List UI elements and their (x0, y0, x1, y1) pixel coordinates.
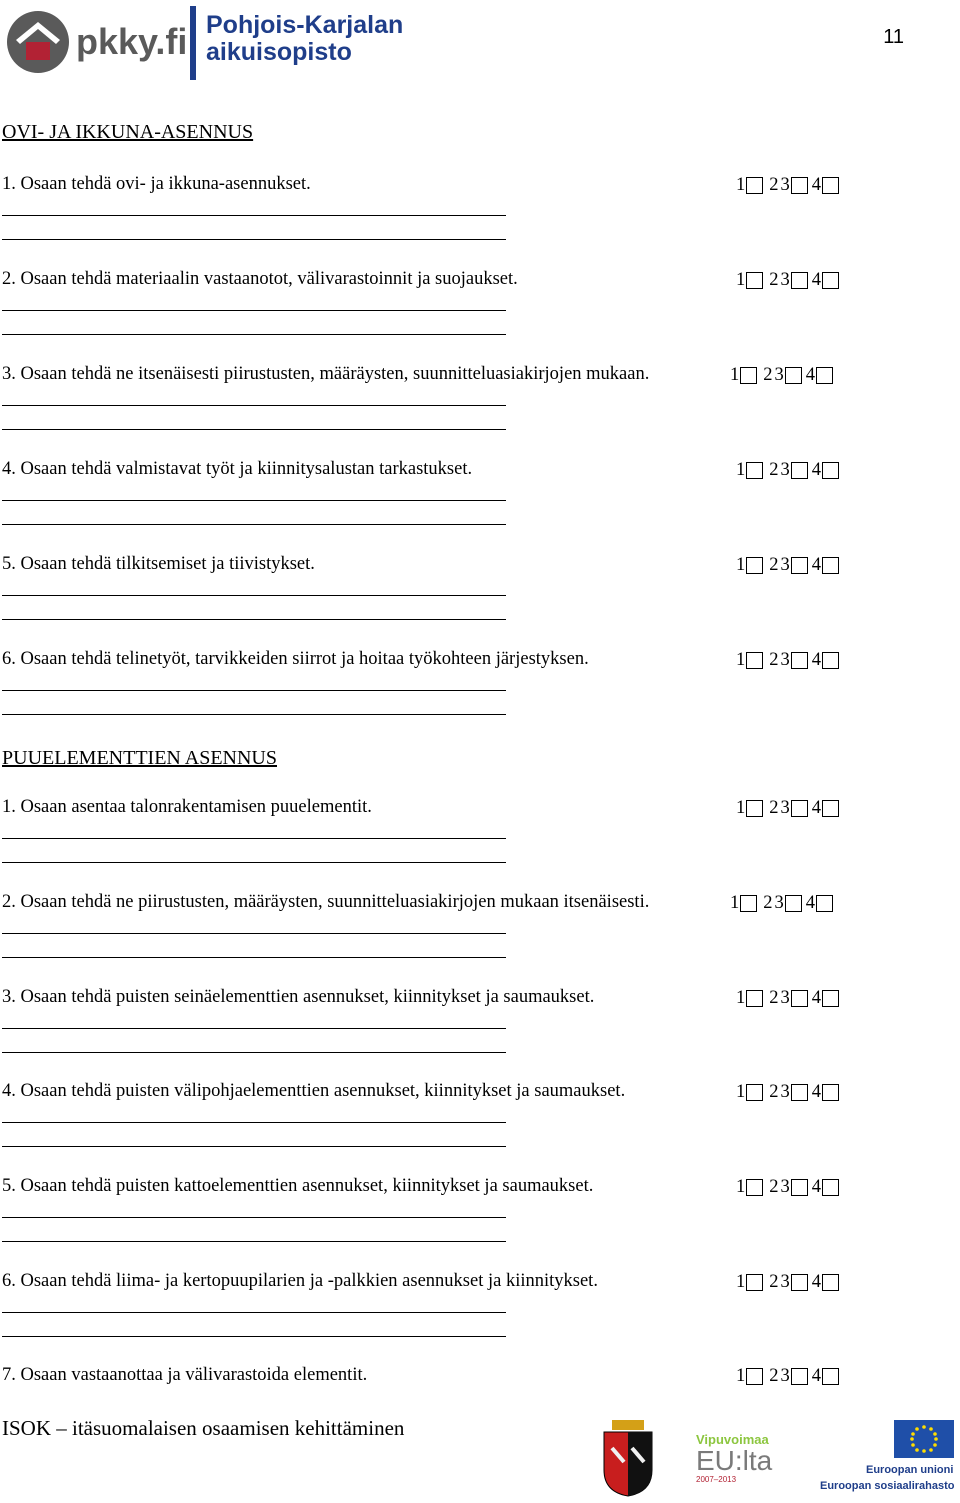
rating-checkbox[interactable] (746, 800, 763, 817)
rating-scale (736, 175, 843, 196)
rating-label: 2 (769, 798, 779, 818)
rating-scale (730, 365, 837, 386)
rating-checkbox[interactable] (822, 462, 839, 479)
rating-checkbox[interactable] (791, 462, 808, 479)
rating-checkbox[interactable] (746, 990, 763, 1007)
rating-checkbox[interactable] (816, 367, 833, 384)
rating-checkbox[interactable] (785, 895, 802, 912)
question-text: 1. Osaan tehdä ovi- ja ikkuna-asennukset. (2, 174, 311, 194)
section-title: OVI- JA IKKUNA-ASENNUS (2, 121, 254, 143)
rating-label: 4 (811, 555, 821, 575)
question-text: 3. Osaan tehdä ne itsenäisesti piirustusten, määräysten, suunnitteluasiakirjojen mukaan. (2, 364, 650, 384)
eu-logo (820, 1420, 960, 1500)
rating-label: 2 (769, 1177, 779, 1197)
footer-text: ISOK – itäsuomalaisen osaamisen kehittäminen (2, 1416, 405, 1440)
rating-label: 1 (736, 1177, 746, 1197)
rating-label: 4 (811, 798, 821, 818)
rating-label: 4 (811, 1272, 821, 1292)
rating-checkbox[interactable] (822, 177, 839, 194)
rating-label: 2 (763, 365, 773, 385)
rating-checkbox[interactable] (746, 1084, 763, 1101)
rating-label: 4 (811, 988, 821, 1008)
rating-label: 1 (730, 893, 740, 913)
answer-line[interactable] (2, 500, 506, 501)
rating-label: 3 (780, 555, 790, 575)
rating-checkbox[interactable] (791, 272, 808, 289)
rating-label: 1 (736, 555, 746, 575)
answer-line[interactable] (2, 838, 506, 839)
rating-checkbox[interactable] (816, 895, 833, 912)
rating-scale (736, 1177, 843, 1198)
rating-scale (736, 1366, 843, 1387)
rating-checkbox[interactable] (746, 557, 763, 574)
rating-label: 2 (769, 650, 779, 670)
rating-label: 3 (780, 270, 790, 290)
pkky-logo (4, 8, 194, 76)
rating-label: 3 (774, 365, 784, 385)
question-text: 5. Osaan tehdä puisten kattoelementtien asennukset, kiinnitykset ja saumaukset. (2, 1176, 594, 1196)
rating-scale (736, 460, 843, 481)
rating-label: 4 (811, 650, 821, 670)
question-text: 4. Osaan tehdä puisten välipohjaelementtien asennukset, kiinnitykset ja saumaukset. (2, 1081, 626, 1101)
rating-checkbox[interactable] (791, 177, 808, 194)
rating-label: 1 (736, 798, 746, 818)
rating-label: 1 (736, 1082, 746, 1102)
rating-label: 3 (780, 1366, 790, 1386)
rating-checkbox[interactable] (822, 990, 839, 1007)
answer-line[interactable] (2, 334, 506, 335)
rating-scale (736, 270, 843, 291)
answer-line[interactable] (2, 1146, 506, 1147)
rating-scale (736, 798, 843, 819)
answer-line[interactable] (2, 1312, 506, 1313)
answer-line[interactable] (2, 310, 506, 311)
rating-checkbox[interactable] (791, 990, 808, 1007)
rating-checkbox[interactable] (791, 1368, 808, 1385)
rating-label: 3 (780, 988, 790, 1008)
rating-checkbox[interactable] (791, 1179, 808, 1196)
rating-scale (736, 650, 843, 671)
rating-checkbox[interactable] (822, 272, 839, 289)
rating-label: 4 (805, 365, 815, 385)
rating-label: 2 (769, 555, 779, 575)
vipuvoimaa-line1: Vipuvoimaa (696, 1432, 769, 1447)
rating-label: 4 (811, 1082, 821, 1102)
question-text: 2. Osaan tehdä materiaalin vastaanotot, välivarastoinnit ja suojaukset. (2, 269, 518, 289)
rating-checkbox[interactable] (740, 895, 757, 912)
vipuvoimaa-line2: EU:lta (696, 1445, 773, 1476)
answer-line[interactable] (2, 405, 506, 406)
rating-checkbox[interactable] (791, 652, 808, 669)
rating-checkbox[interactable] (791, 1274, 808, 1291)
question-text: 5. Osaan tehdä tilkitsemiset ja tiivistykset. (2, 554, 315, 574)
answer-line[interactable] (2, 215, 506, 216)
rating-label: 1 (736, 1366, 746, 1386)
rating-label: 4 (811, 460, 821, 480)
rating-label: 4 (811, 175, 821, 195)
rating-label: 1 (736, 1272, 746, 1292)
rating-label: 3 (780, 650, 790, 670)
rating-scale (736, 1082, 843, 1103)
answer-line[interactable] (2, 239, 506, 240)
eu-line1: Euroopan unioni (866, 1464, 954, 1476)
rating-label: 4 (811, 270, 821, 290)
rating-label: 3 (780, 460, 790, 480)
rating-label: 2 (769, 460, 779, 480)
rating-checkbox[interactable] (822, 1274, 839, 1291)
rating-checkbox[interactable] (822, 557, 839, 574)
rating-checkbox[interactable] (740, 367, 757, 384)
rating-checkbox[interactable] (746, 1179, 763, 1196)
answer-line[interactable] (2, 933, 506, 934)
rating-label: 3 (780, 1272, 790, 1292)
rating-label: 1 (730, 365, 740, 385)
answer-line[interactable] (2, 957, 506, 958)
rating-label: 2 (769, 1082, 779, 1102)
vipuvoimaa-years: 2007–2013 (696, 1475, 737, 1484)
rating-label: 2 (763, 893, 773, 913)
question-text: 3. Osaan tehdä puisten seinäelementtien asennukset, kiinnitykset ja saumaukset. (2, 987, 595, 1007)
rating-label: 4 (805, 893, 815, 913)
question-text: 4. Osaan tehdä valmistavat työt ja kiinnitysalustan tarkastukset. (2, 459, 473, 479)
rating-checkbox[interactable] (791, 1084, 808, 1101)
answer-line[interactable] (2, 714, 506, 715)
rating-label: 3 (780, 1082, 790, 1102)
question-text: 6. Osaan tehdä telinetyöt, tarvikkeiden siirrot ja hoitaa työkohteen järjestyksen. (2, 649, 589, 669)
answer-line[interactable] (2, 595, 506, 596)
rating-checkbox[interactable] (746, 1274, 763, 1291)
rating-label: 4 (811, 1177, 821, 1197)
rating-label: 1 (736, 988, 746, 1008)
answer-line[interactable] (2, 1241, 506, 1242)
page-number: 11 (883, 26, 904, 48)
question-text: 7. Osaan vastaanottaa ja välivarastoida elementit. (2, 1365, 368, 1385)
answer-line[interactable] (2, 429, 506, 430)
rating-checkbox[interactable] (791, 557, 808, 574)
rating-label: 3 (774, 893, 784, 913)
answer-line[interactable] (2, 1052, 506, 1053)
rating-checkbox[interactable] (822, 1084, 839, 1101)
answer-line[interactable] (2, 1028, 506, 1029)
question-text: 2. Osaan tehdä ne piirustusten, määräysten, suunnitteluasiakirjojen mukaan itsenäisesti. (2, 892, 650, 912)
section-title: PUUELEMENTTIEN ASENNUS (2, 747, 277, 769)
answer-line[interactable] (2, 1217, 506, 1218)
answer-line[interactable] (2, 524, 506, 525)
answer-line[interactable] (2, 1122, 506, 1123)
rating-label: 4 (811, 1366, 821, 1386)
rating-checkbox[interactable] (746, 462, 763, 479)
rating-label: 2 (769, 270, 779, 290)
rating-scale (736, 1272, 843, 1293)
rating-checkbox[interactable] (746, 1368, 763, 1385)
answer-line[interactable] (2, 619, 506, 620)
aikuisopisto-logo (206, 12, 403, 66)
rating-checkbox[interactable] (822, 1368, 839, 1385)
rating-label: 2 (769, 1272, 779, 1292)
answer-line[interactable] (2, 690, 506, 691)
rating-checkbox[interactable] (746, 272, 763, 289)
question-text: 1. Osaan asentaa talonrakentamisen puuelementit. (2, 797, 372, 817)
rating-checkbox[interactable] (785, 367, 802, 384)
rating-label: 2 (769, 1366, 779, 1386)
answer-line[interactable] (2, 1336, 506, 1337)
rating-checkbox[interactable] (791, 800, 808, 817)
rating-label: 1 (736, 460, 746, 480)
logo-right-line1: Pohjois-Karjalan (206, 11, 404, 39)
rating-label: 3 (780, 175, 790, 195)
rating-label: 2 (769, 988, 779, 1008)
regional-coat-of-arms (598, 1418, 658, 1498)
question-text: 6. Osaan tehdä liima- ja kertopuupilarien ja -palkkien asennukset ja kiinnitykset. (2, 1271, 598, 1291)
rating-label: 1 (736, 650, 746, 670)
rating-label: 2 (769, 175, 779, 195)
rating-scale (730, 893, 837, 914)
logo-right-line2: aikuisopisto (206, 38, 352, 66)
rating-label: 1 (736, 270, 746, 290)
vipuvoimaa-logo (696, 1432, 796, 1492)
rating-label: 3 (780, 1177, 790, 1197)
rating-label: 1 (736, 175, 746, 195)
rating-checkbox[interactable] (746, 652, 763, 669)
rating-checkbox[interactable] (822, 1179, 839, 1196)
rating-checkbox[interactable] (746, 177, 763, 194)
logo-left-text: pkky.fi (76, 21, 188, 62)
rating-scale (736, 555, 843, 576)
logo-divider (190, 6, 196, 80)
rating-label: 3 (780, 798, 790, 818)
eu-flag-icon (894, 1420, 954, 1458)
rating-scale (736, 988, 843, 1009)
rating-checkbox[interactable] (822, 800, 839, 817)
answer-line[interactable] (2, 862, 506, 863)
eu-line2: Euroopan sosiaalirahasto (820, 1480, 955, 1492)
rating-checkbox[interactable] (822, 652, 839, 669)
